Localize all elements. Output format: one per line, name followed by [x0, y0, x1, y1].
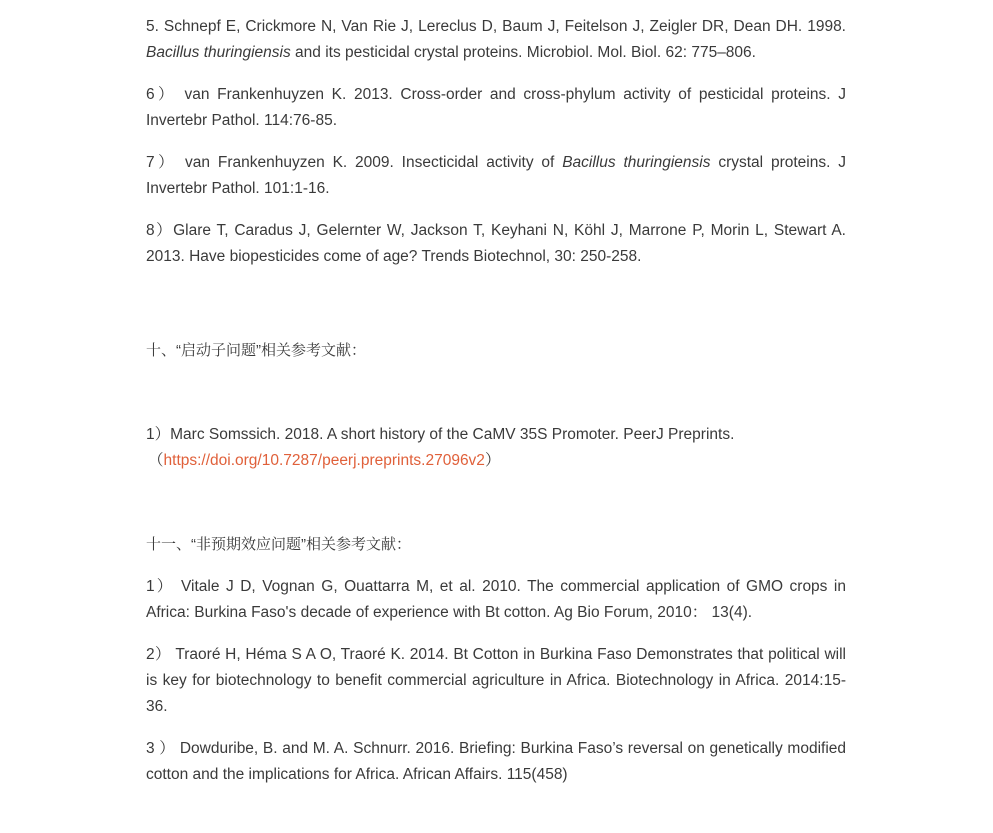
reference-item: 1） Vitale J D, Vognan G, Ouattarra M, et al. 2010. The commercial application of GMO crops in Africa: Burkina Faso's decade of experience with Bt cotton. Ag Bio Forum, 2010： 13(4).: [146, 578, 846, 621]
paren-close: ）: [484, 452, 501, 469]
doi-link[interactable]: https://doi.org/10.7287/peerj.preprints.27096v2: [163, 452, 485, 469]
reference-item: 6） van Frankenhuyzen K. 2013. Cross-order and cross-phylum activity of pesticidal proteins. J Invertebr Pathol. 114:76-85.: [146, 86, 846, 129]
section-heading: 十、“启动子问题”相关参考文献：: [146, 342, 366, 359]
reference-item: [146, 14, 846, 66]
species-name: Bacillus thuringiensis: [562, 154, 711, 171]
section-heading: 十一、“非预期效应问题”相关参考文献：: [146, 536, 411, 553]
reference-text: 5. Schnepf E, Crickmore N, Van Rie J, Lereclus D, Baum J, Feitelson J, Zeigler DR, Dean DH. 1998.: [146, 18, 846, 35]
reference-text: crystal proteins. J Invertebr Pathol. 101:1-16.: [146, 154, 846, 197]
reference-text: 1）Marc Somssich. 2018. A short history of the CaMV 35S Promoter. PeerJ Preprints.: [146, 426, 735, 443]
reference-text: 7） van Frankenhuyzen K. 2009. Insecticidal activity of: [146, 154, 563, 171]
article-body: [146, 14, 846, 804]
reference-item: [146, 422, 846, 474]
reference-item: 8）Glare T, Caradus J, Gelernter W, Jackson T, Keyhani N, Köhl J, Marrone P, Morin L, Stewart A. 2013. Have biopesticides come of age? Trends Biotechnol, 30: 250-258.: [146, 222, 846, 265]
reference-item: 3 ） Dowduribe, B. and M. A. Schnurr. 2016. Briefing: Burkina Faso’s reversal on genetically modified cotton and the implications for Africa. African Affairs. 115(458): [146, 740, 846, 783]
reference-text: and its pesticidal crystal proteins. Microbiol. Mol. Biol. 62: 775–806.: [290, 44, 756, 61]
paren-open: （: [148, 452, 164, 469]
reference-item: 2） Traoré H, Héma S A O, Traoré K. 2014. Bt Cotton in Burkina Faso Demonstrates that political will is key for biotechnology to benefit commercial agriculture in Africa. Biotechnology in Africa. 2014:15-36.: [146, 646, 846, 715]
species-name: Bacillus thuringiensis: [146, 44, 291, 61]
reference-item: [146, 150, 846, 202]
